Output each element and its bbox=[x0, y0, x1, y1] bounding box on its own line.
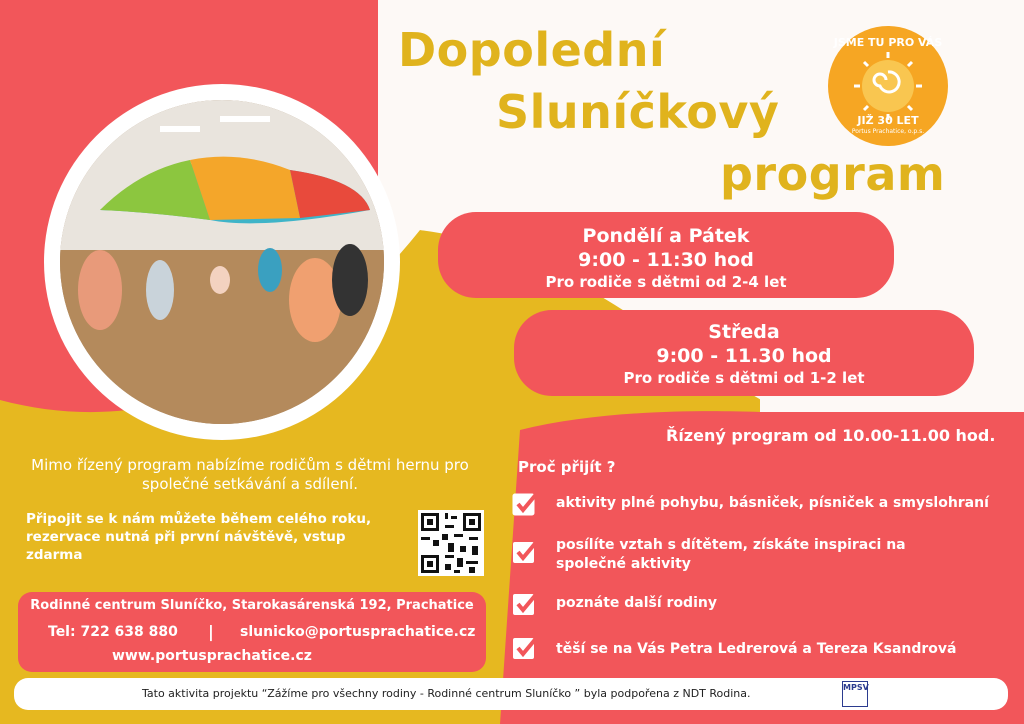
join-text: Připojit se k nám můžete během celého roku, rezervace nutná při první návštěvě, vstup zdarma bbox=[26, 511, 372, 563]
schedule-day: Středa bbox=[708, 321, 780, 343]
schedule-audience: Pro rodiče s dětmi od 1-2 let bbox=[623, 369, 865, 387]
schedule-time: 9:00 - 11.30 hod bbox=[656, 345, 832, 367]
contact-box bbox=[18, 592, 486, 672]
title-line-2: Sluníčkový bbox=[496, 85, 780, 139]
footer-text: Tato aktivita projektu “Zážíme pro všechny rodiny - Rodinné centrum Sluníčko ” byla podpořena z NDT Rodina. bbox=[142, 687, 751, 700]
reason-text: aktivity plné pohybu, básniček, písniček a smyslohraní bbox=[556, 495, 989, 511]
reason-text: posílíte vztah s dítětem, získáte inspiraci na společné aktivity bbox=[556, 537, 906, 572]
list-item bbox=[512, 590, 717, 620]
badge-bottom-text: JIŽ 30 LET bbox=[857, 114, 919, 127]
guided-program-text: Řízený program od 10.00-11.00 hod. bbox=[666, 426, 996, 445]
schedule-day: Pondělí a Pátek bbox=[582, 225, 750, 247]
list-item bbox=[512, 634, 957, 664]
reason-text: těší se na Vás Petra Ledrerová a Tereza Ksandrová bbox=[556, 641, 957, 657]
title-line-3: program bbox=[720, 147, 946, 201]
schedule-audience: Pro rodiče s dětmi od 2-4 let bbox=[545, 273, 787, 291]
checkbox-icon bbox=[512, 538, 540, 564]
qr-code-icon bbox=[418, 510, 484, 576]
list-item bbox=[512, 537, 906, 572]
contact-separator: | bbox=[208, 622, 214, 641]
why-title: Proč přijít ? bbox=[518, 458, 616, 476]
badge-top-text: JSME TU PRO VÁS bbox=[833, 36, 943, 49]
schedule-pill-wed bbox=[514, 310, 974, 396]
checkbox-icon bbox=[512, 590, 540, 616]
parachute-play-photo bbox=[60, 100, 384, 424]
contact-web[interactable]: www.portusprachatice.cz bbox=[112, 648, 312, 664]
contact-phone[interactable]: Tel: 722 638 880 bbox=[48, 624, 178, 640]
schedule-time: 9:00 - 11:30 hod bbox=[578, 249, 754, 271]
schedule-pill-mon-fri bbox=[438, 212, 894, 298]
list-item bbox=[512, 490, 989, 520]
reason-text: poznáte další rodiny bbox=[556, 595, 717, 611]
footer-bar bbox=[14, 678, 1008, 710]
checkbox-icon bbox=[512, 490, 540, 516]
contact-email[interactable]: slunicko@portusprachatice.cz bbox=[240, 624, 476, 640]
checkbox-icon bbox=[512, 634, 540, 660]
title-line-1: Dopolední bbox=[398, 23, 666, 77]
badge-org-text: Portus Prachatice, o.p.s. bbox=[851, 128, 925, 135]
intro-text: Mimo řízený program nabízíme rodičům s dětmi hernu pro společné setkávání a sdílení. bbox=[31, 456, 469, 493]
contact-address: Rodinné centrum Sluníčko, Starokasárenská 192, Prachatice bbox=[30, 598, 474, 613]
mpsv-logo: MPSV bbox=[842, 681, 868, 707]
anniversary-badge bbox=[826, 24, 950, 148]
